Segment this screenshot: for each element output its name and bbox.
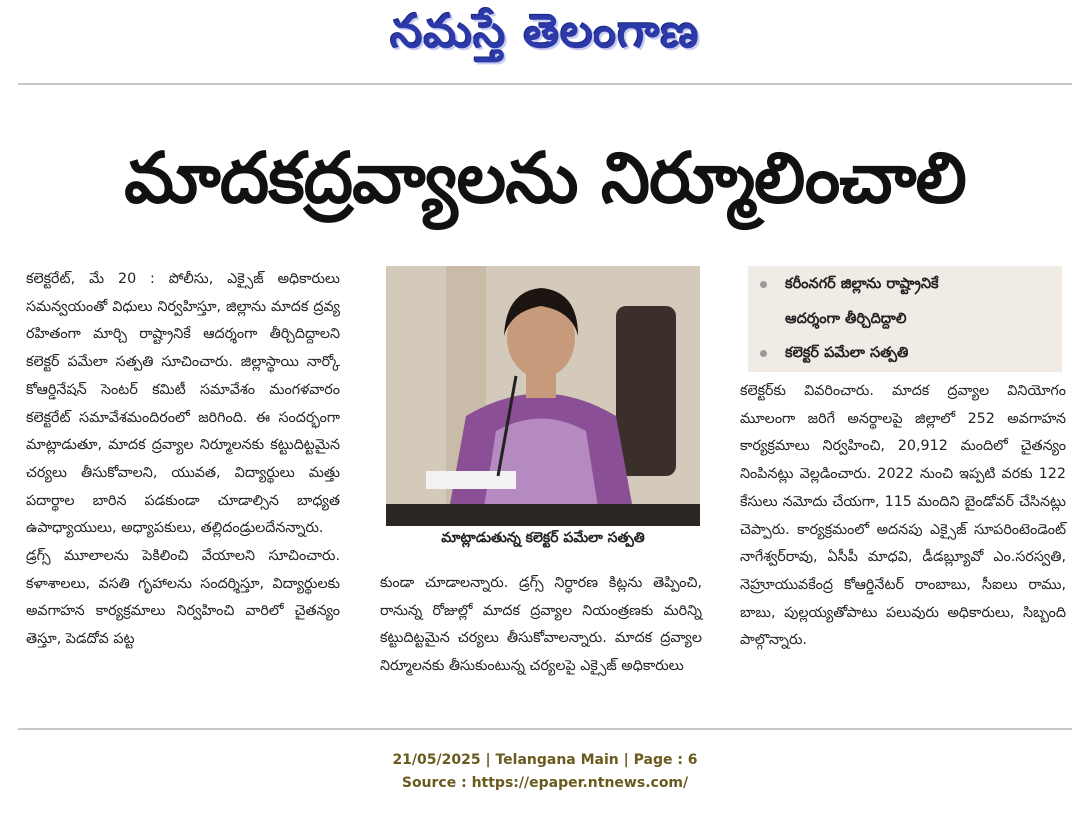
article-right-column: [740, 378, 1066, 655]
footer-date-page: 21/05/2025 | Telangana Main | Page : 6: [392, 752, 698, 768]
bullet-icon: [760, 281, 767, 288]
bullet-icon: [760, 350, 767, 357]
left-paragraph-2: డ్రగ్స్ మూలాలను పెకిలించి వేయాలని సూచించారు. కళాశాలలు, వసతి గృహాలను సందర్శిస్తూ, విద్యార్థులకు అవగాహన కార్యక్రమాలు నిర్వహించి వారిలో చైతన్యం తెస్తూ, పెడదోవ పట్ట: [26, 548, 340, 648]
highlights-box: [748, 266, 1062, 372]
masthead-title: నమస్తే తెలంగాణ: [390, 4, 700, 58]
collector-photo: [386, 266, 700, 526]
left-paragraph-1: కలెక్టరేట్, మే 20 : పోలీసు, ఎక్సైజ్ అధికారులు సమన్వయంతో విధులు నిర్వహిస్తూ, జిల్లాను మాదక ద్రవ్య రహితంగా మార్చి రాష్ట్రానికే ఆదర్శంగా తీర్చిదిద్దాలని కలెక్టర్ పమేలా సత్పతి సూచించారు. జిల్లాస్థాయి నార్కో కోఆర్డినేషన్ సెంటర్ కమిటీ సమావేశం మంగళవారం కలెక్టరేట్ సమావేశమందిరంలో జరిగింది. ఈ సందర్భంగా మాట్లాడుతూ, మాదక ద్రవ్యాల నిర్మూలనకు కట్టుదిట్టమైన చర్యలు తీసుకోవాలని, యువత, విద్యార్థులు మత్తు పదార్థాల బారిన పడకుండా చూడాల్సిన బాధ్యత ఉపాధ్యాయులు, అధ్యాపకులు, తల్లిదండ్రులదేనన్నారు.: [26, 271, 340, 537]
collector-illustration: [386, 266, 700, 526]
middle-paragraph: కుండా చూడాలన్నారు. డ్రగ్స్ నిర్ధారణ కిట్లను తెప్పించి, రానున్న రోజుల్లో మాదక ద్రవ్యాల నియంత్రణకు మరిన్ని కట్టుదిట్టమైన చర్యలు తీసుకోవాలన్నారు. మాదక ద్రవ్యాల నిర్మూలనకు తీసుకుంటున్న చర్యలపై ఎక్సైజ్ అధికారులు: [380, 575, 702, 675]
highlight-item-2-text: కలెక్టర్ పమేలా సత్పతి: [785, 345, 909, 361]
article-left-column: [26, 266, 340, 654]
photo-caption: మాట్లాడుతున్న కలెక్టర్ పమేలా సత్పతి: [441, 530, 645, 546]
footer-divider: [18, 728, 1072, 730]
right-paragraph: కలెక్టర్‌కు వివరించారు. మాదక ద్రవ్యాల వినియోగం మూలంగా జరిగే అనర్థాలపై జిల్లాలో 252 అవగాహన కార్యక్రమాలు నిర్వహించి, 20,912 మందిలో చైతన్యం నింపినట్లు వెల్లడించారు. 2022 నుంచి ఇప్పటి వరకు 122 కేసులు నమోదు చేయగా, 115 మందిని బైండోవర్ చేసినట్లు చెప్పారు. కార్యక్రమంలో అదనపు ఎక్సైజ్ సూపరింటెండెంట్ నాగేశ్వర్‌రావు, ఏసీపీ మాధవి, డీడబ్ల్యూవో ఎం.సరస్వతి, నెహ్రూయువకేంద్ర కోఆర్డినేటర్ రాంబాబు, సీఐలు రాము, బాబు, పుల్లయ్యతోపాటు పలువురు అధికారులు, సిబ్బంది పాల్గొన్నారు.: [740, 383, 1066, 649]
highlight-item-1-line-2: ఆదర్శంగా తీర్చిదిద్దాలి: [785, 311, 907, 327]
article-headline: మాదకద్రవ్యాలను నిర్మూలించాలి: [124, 137, 966, 219]
article-middle-column: [380, 570, 702, 681]
highlight-item-2: [760, 345, 908, 365]
highlight-item-1: [760, 276, 939, 296]
highlight-item-1-line-1: కరీంనగర్ జిల్లాను రాష్ట్రానికే: [785, 276, 939, 292]
masthead-divider: [18, 83, 1072, 85]
footer-source: Source : https://epaper.ntnews.com/: [401, 775, 689, 791]
